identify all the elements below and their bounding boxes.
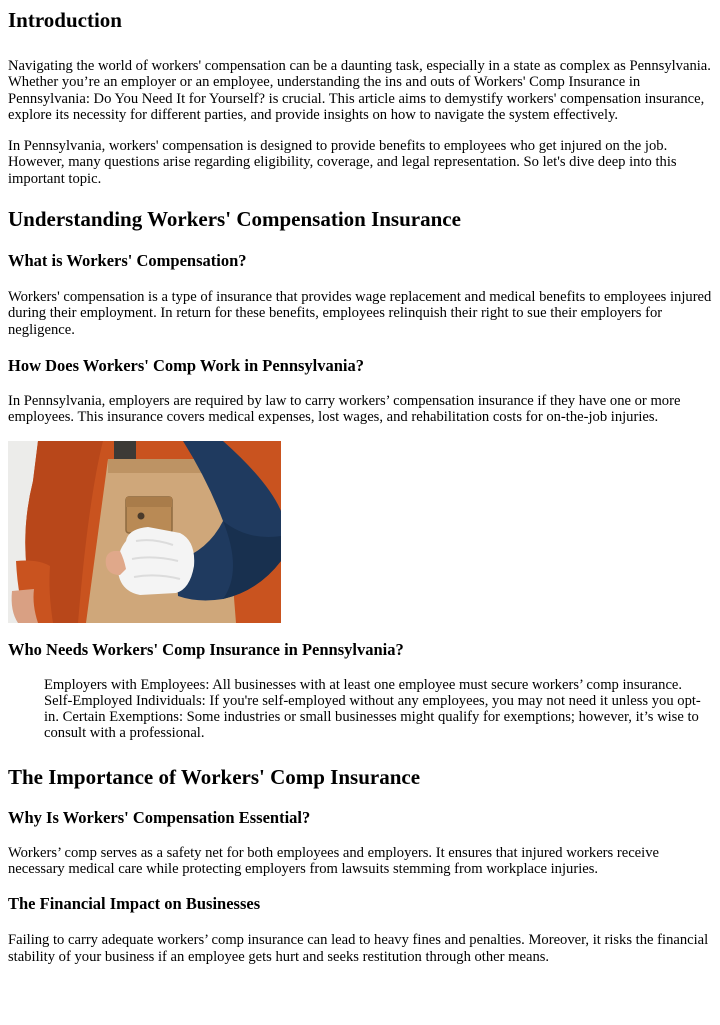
what-is-paragraph: Workers' compensation is a type of insurance that provides wage replacement and medical benefits to employees injured during their employment. In return for these benefits, employees relinquish their right to sue their employers for negligence.: [8, 289, 712, 338]
injured-worker-photo: [8, 441, 281, 623]
why-essential-paragraph: Workers’ comp serves as a safety net for both employees and employers. It ensures that injured workers receive necessary medical care while protecting employers from lawsuits stemming from workplace injuries.: [8, 844, 659, 878]
article: [0, 8, 720, 965]
why-essential-heading: Why Is Workers' Compensation Essential?: [8, 807, 311, 827]
who-needs-quote: Employers with Employees: All businesses with at least one employee must secure workers’ comp insurance. Self-Employed Individuals: If you're self-employed without any employees, you may not need it unless you opt-in. Certain Exemptions: Some industries or small businesses might qualify for exemptions; however, it’s wise to consult with a professional.: [44, 676, 701, 742]
understanding-heading: Understanding Workers' Compensation Insurance: [8, 207, 461, 232]
how-works-heading: How Does Workers' Comp Work in Pennsylvania?: [8, 355, 365, 375]
who-needs-heading: Who Needs Workers' Comp Insurance in Pennsylvania?: [8, 639, 404, 659]
financial-impact-heading: The Financial Impact on Businesses: [8, 894, 261, 914]
importance-heading: The Importance of Workers' Comp Insurance: [8, 764, 421, 789]
intro-paragraph-2: In Pennsylvania, workers' compensation is designed to provide benefits to employees who get injured on the job. However, many questions arise regarding eligibility, coverage, and legal representation. So let's dive deep into this important topic.: [8, 138, 677, 187]
what-is-heading: What is Workers' Compensation?: [8, 251, 247, 271]
financial-impact-paragraph: Failing to carry adequate workers’ comp insurance can lead to heavy fines and penalties. Moreover, it risks the financial stability of your business if an employee gets hurt and seeks restitution through other means.: [8, 932, 709, 965]
intro-heading: Introduction: [8, 8, 122, 32]
how-works-paragraph: In Pennsylvania, employers are required by law to carry workers’ compensation insurance if they have one or more employees. This insurance covers medical expenses, lost wages, and rehabilitation costs for on-the-job injuries.: [8, 392, 681, 426]
injured-worker-photo-wrapper: [8, 441, 712, 623]
intro-paragraph-1: Navigating the world of workers' compensation can be a daunting task, especially in a state as complex as Pennsylvania. Whether you’re an employer or an employee, understanding the ins and outs of Workers' Comp Insurance in Pennsylvania: Do You Need It for Yourself? is crucial. This article aims to demystify workers' compensation insurance, explore its necessity for different parties, and provide insights on how to navigate the system effectively.: [8, 58, 711, 123]
